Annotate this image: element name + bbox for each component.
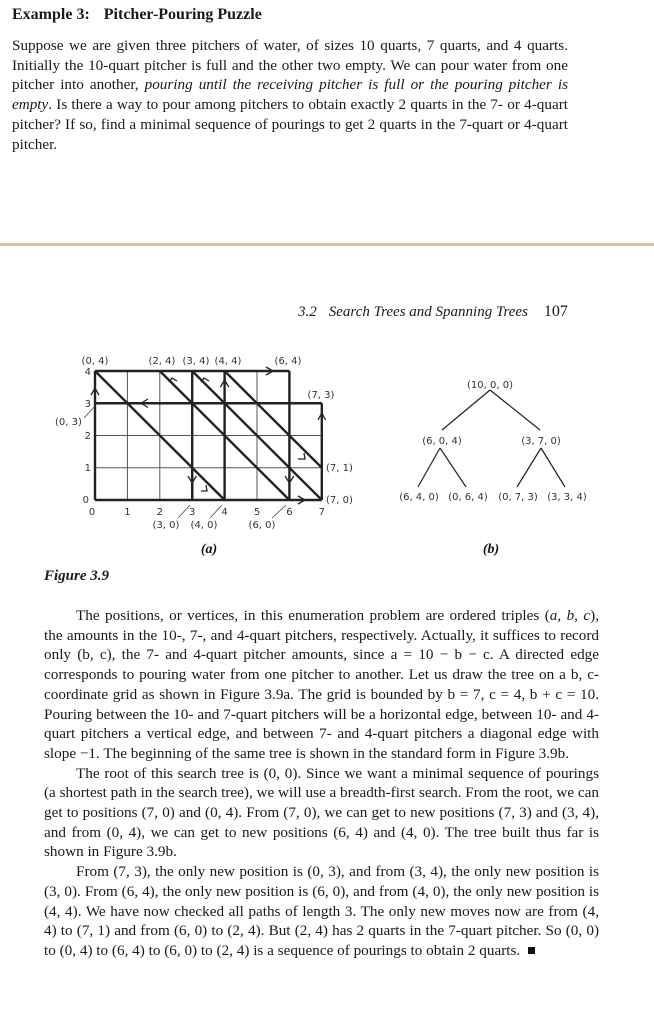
p1-text-b: ), the amounts in the 10-, 7-, and 4-quart pitchers, respectively. Actually, it suffices to record only (b, c), the 7- and 4-quart pitcher amounts, since a = 10 − b − c. A directed edge corresponds to pouring water from one pitcher to another. Let us draw the tree on a b, c-coordinate grid as shown in Figure 3.9a. The grid is bounded by b = 7, c = 4, b + c = 10. Pouring between the 10- and 7-quart pitchers will be a horizontal edge, between 10- and 4-quart pitchers a vertical edge, and between 7- and 4-quart pitchers a diagonal edge with slope −1. The beginning of the same tree is shown in the standard form in Figure 3.9b.	[44, 607, 599, 762]
statement-text: Suppose we are given three pitchers of water, of sizes 10 quarts, 7 quarts, and 4 quarts. Initially the 10-quart pitcher is full and the other two empty. We can pour water from one pitcher into another,	[12, 37, 568, 94]
paragraph-1	[44, 606, 599, 764]
svg-text:(7, 0): (7, 0)	[326, 495, 353, 506]
page-number: 107	[543, 303, 568, 320]
svg-text:1: 1	[124, 507, 131, 518]
tree-leaf: (0, 7, 3)	[498, 492, 538, 503]
svg-text:(4, 4): (4, 4)	[214, 356, 242, 367]
svg-text:3: 3	[84, 399, 91, 410]
paragraph-3	[44, 862, 599, 961]
example-name: Pitcher-Pouring Puzzle	[103, 6, 262, 23]
page-separator	[0, 243, 654, 246]
svg-text:2: 2	[156, 507, 163, 518]
tree-node: (6, 0, 4)	[422, 436, 462, 447]
p3-text: From (7, 3), the only new position is (0, 3), and from (3, 4), the only new position is (3, 0). From (6, 4), the only new position is (6, 0), and from (4, 0), the only new position is (4, 4). We have now checked all paths of length 3. The only new moves now are from (4, 4) to (7, 1) and from (6, 0) to (2, 4). But (2, 4) has 2 quarts in the 7-quart pitcher. So (0, 0) to (0, 4) to (6, 4) to (6, 0) to (2, 4) is a sequence of pourings to obtain 2 quarts.	[44, 863, 599, 959]
tree-leaf: (3, 3, 4)	[547, 492, 587, 503]
svg-text:7: 7	[318, 507, 325, 518]
svg-text:(6, 4): (6, 4)	[274, 356, 302, 367]
qed-icon	[528, 947, 535, 954]
svg-text:0: 0	[88, 507, 96, 518]
svg-text:3: 3	[189, 507, 196, 518]
example-number: Example 3:	[12, 6, 90, 23]
main-text	[44, 606, 599, 961]
paragraph-2: The root of this search tree is (0, 0). Since we want a minimal sequence of pourings (a shortest path in the search tree), we will use a breadth-first search. From the root, we can get to positions (7, 0) and (0, 4). From (7, 0), we can get to new positions (7, 3) and (3, 4), and from (0, 4), we can get to new positions (6, 4) and (4, 0). The tree built thus far is shown in Figure 3.9b.	[44, 764, 599, 861]
svg-text:(6, 0): (6, 0)	[248, 520, 276, 531]
example-title	[12, 6, 262, 24]
tree-node: (3, 7, 0)	[521, 436, 561, 447]
svg-text:4: 4	[221, 507, 228, 518]
svg-text:4: 4	[84, 367, 91, 378]
svg-text:0: 0	[82, 495, 89, 506]
figure-caption: Figure 3.9	[44, 568, 110, 584]
example-statement	[12, 36, 568, 154]
svg-text:(3, 0): (3, 0)	[152, 520, 180, 531]
p1-text-a: The positions, or vertices, in this enumeration problem are ordered triples (	[76, 607, 550, 624]
svg-text:(2, 4): (2, 4)	[148, 356, 176, 367]
svg-text:(0, 3): (0, 3)	[55, 417, 82, 428]
subfigure-a-label: (a)	[200, 542, 218, 557]
svg-text:(7, 1): (7, 1)	[326, 463, 353, 474]
figure-3-9a-grid	[0, 340, 380, 565]
tree-leaf: (6, 4, 0)	[399, 492, 439, 503]
svg-text:6: 6	[286, 507, 293, 518]
p1-vars: a, b, c	[549, 607, 591, 624]
svg-text:(4, 0): (4, 0)	[190, 520, 218, 531]
svg-text:2: 2	[84, 431, 91, 442]
tree-leaf: (0, 6, 4)	[448, 492, 488, 503]
statement-text-end: . Is there a way to pour among pitchers to obtain exactly 2 quarts in the 7- or 4-quart pitcher? If so, find a minimal sequence of pourings to get 2 quarts in the 7-quart or 4-quart pitcher.	[12, 96, 568, 153]
svg-text:5: 5	[253, 507, 261, 518]
subfigure-b-label: (b)	[482, 542, 500, 557]
svg-text:(7, 3): (7, 3)	[307, 390, 335, 401]
tree-root: (10, 0, 0)	[467, 380, 513, 391]
svg-text:(0, 4): (0, 4)	[81, 356, 109, 367]
svg-text:(3, 4): (3, 4)	[182, 356, 210, 367]
section-title: Search Trees and Spanning Trees	[328, 304, 528, 320]
running-head	[298, 303, 568, 321]
figure-3-9b-tree	[380, 360, 610, 560]
statement-italic: pouring until the receiving pitcher is full or the pouring pitcher is empty	[12, 76, 568, 114]
svg-text:1: 1	[84, 463, 91, 474]
section-number: 3.2	[298, 304, 317, 320]
